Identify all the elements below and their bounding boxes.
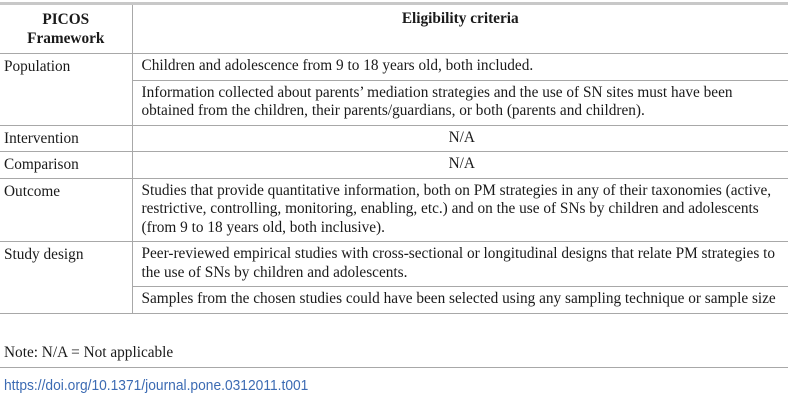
header-picos-line2: Framework (27, 30, 105, 47)
row-label-intervention: Intervention (0, 125, 132, 152)
criteria-cell: N/A (132, 125, 788, 152)
picos-eligibility-table (0, 2, 788, 314)
table-row-study-design (0, 242, 788, 287)
row-label-study-design: Study design (0, 242, 132, 314)
doi-link[interactable]: https://doi.org/10.1371/journal.pone.0312011.t001 (4, 377, 309, 394)
criteria-cell: Information collected about parents’ mediation strategies and the use of SN sites must have been obtained from the children, their parents/guardians, or both (parents and children). (132, 80, 788, 125)
table-row-comparison (0, 152, 788, 179)
criteria-cell: Children and adolescence from 9 to 18 years old, both included. (132, 54, 788, 81)
table-row-population (0, 54, 788, 81)
criteria-cell: Samples from the chosen studies could have been selected using any sampling technique or sample size (132, 287, 788, 314)
table-header-row (0, 4, 788, 54)
row-label-comparison: Comparison (0, 152, 132, 179)
header-eligibility-criteria: Eligibility criteria (132, 4, 788, 54)
header-picos-framework (0, 4, 132, 54)
row-label-outcome: Outcome (0, 178, 132, 242)
row-label-population: Population (0, 54, 132, 126)
criteria-cell: Peer-reviewed empirical studies with cross-sectional or longitudinal designs that relate PM strategies to the use of SNs by children and adolescents. (132, 242, 788, 287)
table-footnote: Note: N/A = Not applicable (4, 344, 174, 361)
header-picos-line1: PICOS (42, 11, 90, 28)
divider (0, 367, 788, 368)
table-row-intervention (0, 125, 788, 152)
table-row-outcome (0, 178, 788, 242)
criteria-cell: Studies that provide quantitative information, both on PM strategies in any of their taxonomies (active, restrictive, controlling, monitoring, enabling, etc.) and on the use of SNs by children and adolescents (from 9 to 18 years old, both inclusive). (132, 178, 788, 242)
criteria-cell: N/A (132, 152, 788, 179)
